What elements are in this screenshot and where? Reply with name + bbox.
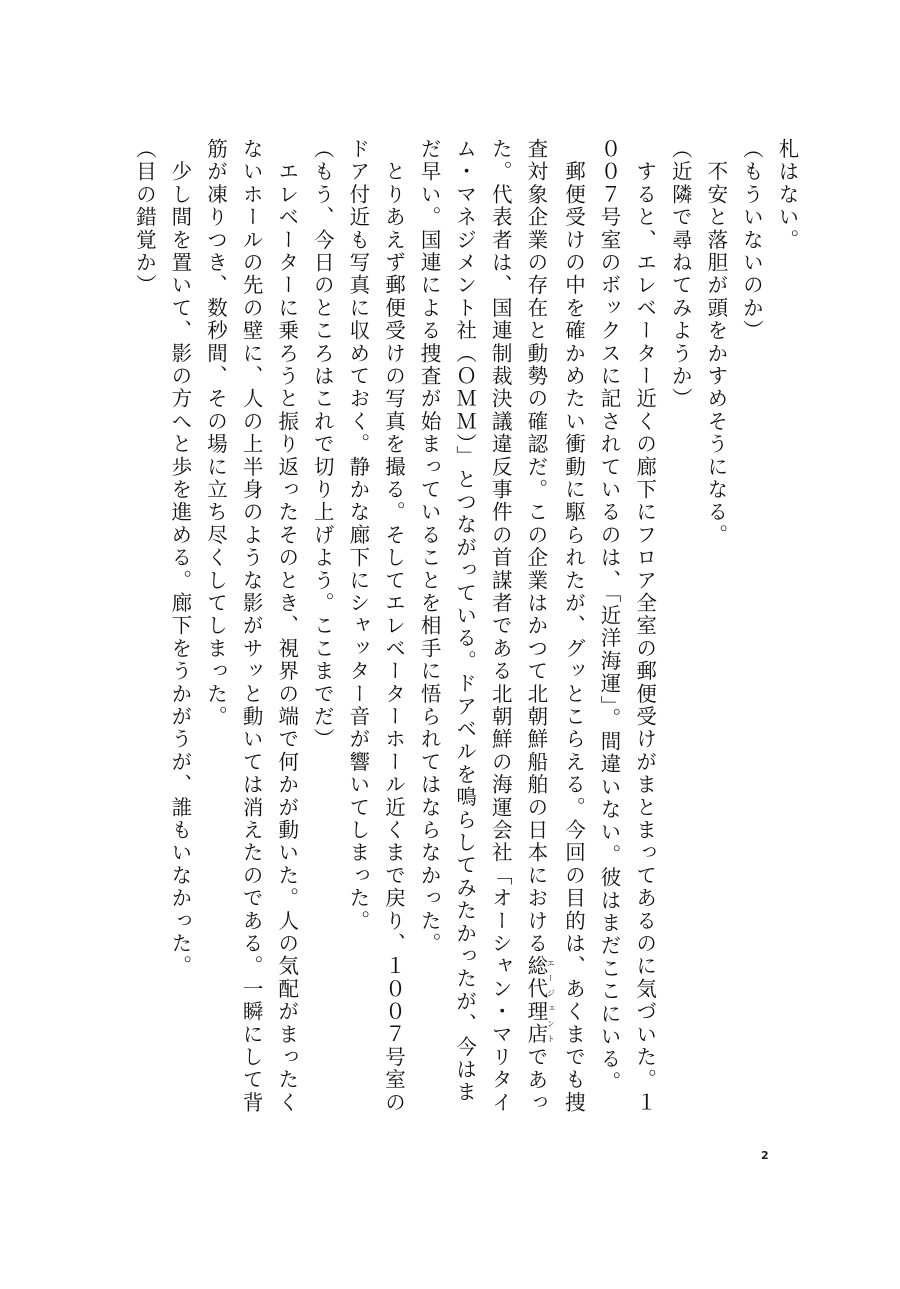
text-line-5: すると、エレベーター近くの廊下にフロア全室の郵便受けがまとまってあるのに気づいた。１ (632, 138, 657, 1115)
text-line-2: （もういないのか） (739, 138, 764, 343)
text-line-9: た。代表者は、国連制裁決議違反事件の首謀者である北朝鮮の海運会社「オーシャン・マリタイ (488, 138, 513, 1115)
ruby-base: 総代理店 (523, 955, 548, 1047)
text-line-10: ム・マネジメント社（ＯＭＭ）」とつながっている。ドアベルを鳴らしてみたかったが、今はま (452, 138, 477, 1104)
text-line-8-after: であっ (523, 1046, 548, 1115)
text-line-8-before: 査対象企業の存在と動勢の確認だ。この企業はかつて北朝鮮船舶の日本における (523, 138, 548, 956)
text-line-3: 不安と落胆が頭をかすめそうになる。 (703, 138, 728, 547)
text-line-13: ドア付近も写真に収めておく。静かな廊下にシャッター音が響いてしまった。 (345, 138, 370, 933)
text-line-7: 郵便受けの中を確かめたい衝動に駆られたが、グッとこらえる。今回の目的は、あくまでも捜 (561, 138, 586, 1115)
ruby-annotation (523, 955, 556, 1047)
page-number: 2 (761, 1149, 769, 1162)
ruby-reading: エージェント (546, 955, 556, 1047)
vertical-text-body (64, 138, 804, 1148)
text-line-17: 筋が凍りつき、数秒間、その場に立ち尽くしてしまった。 (203, 138, 228, 729)
text-line-15: エレベーターに乗ろうと振り返ったそのとき、視界の端で何かが動いた。人の気配がまったく (274, 138, 299, 1115)
text-line-16: ないホールの先の壁に、人の上半身のような影がサッと動いては消えたのである。一瞬にして背 (239, 138, 264, 1115)
text-line-14: （もう、今日のところはこれで切り上げよう。ここまでだ） (310, 138, 335, 751)
text-line-11: だ早い。国連による捜査が始まっていることを相手に悟られてはならなかった。 (417, 138, 442, 956)
text-line-6: ００７号室のボックスに記されているのは、「近洋海運」。間違いない。彼はまだここにいる。 (597, 138, 622, 1094)
text-line-1: 札はない。 (775, 138, 799, 252)
text-line-12: とりあえず郵便受けの写真を撮る。そしてエレベーターホール近くまで戻り、１００７号室の (381, 138, 406, 1115)
text-line-4: （近隣で尋ねてみようか） (668, 138, 693, 411)
text-line-19: （目の錯覚か） (132, 138, 157, 297)
text-line-8-with-ruby (517, 138, 555, 1148)
text-line-18: 少し間を置いて、影の方へと歩を進める。廊下をうかがうが、誰もいなかった。 (167, 138, 192, 978)
